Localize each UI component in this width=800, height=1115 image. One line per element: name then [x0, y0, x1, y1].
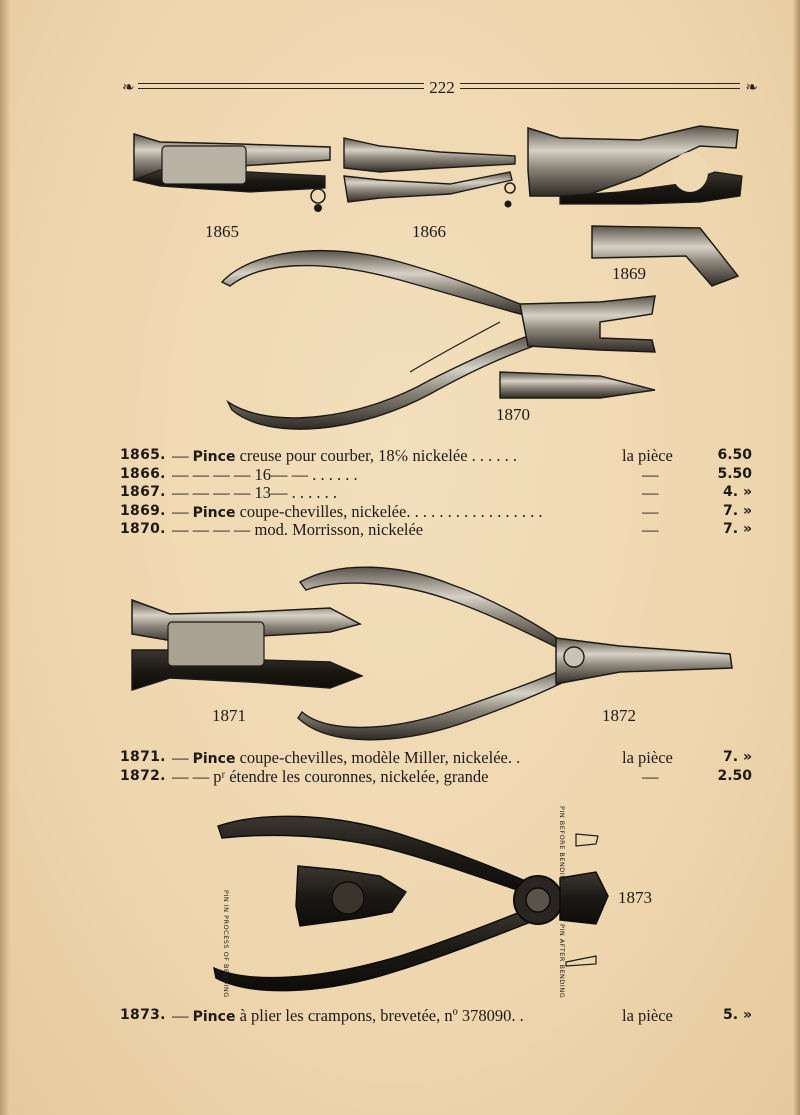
- ornament-left-icon: ❧: [122, 78, 135, 96]
- item-unit: —: [642, 464, 659, 484]
- fig-1872-pliers: [298, 567, 732, 740]
- item-number: 1870.: [120, 521, 166, 537]
- item-price: 6.50: [717, 447, 752, 463]
- item-price: 7. »: [723, 521, 752, 537]
- item-number: 1866.: [120, 465, 166, 482]
- catalog-entry: [120, 767, 752, 786]
- fig-caption-1872: 1872: [602, 706, 636, 725]
- catalog-group-1: [120, 446, 752, 539]
- page-number: 222: [429, 78, 455, 97]
- fig-caption-1865: 1865: [205, 222, 239, 241]
- item-description: — — — — 16— — . . . . . .: [172, 464, 358, 484]
- label-pin-in-process: PIN IN PROCESS OF BENDING: [222, 890, 230, 998]
- item-unit: —: [642, 766, 659, 786]
- item-price: 4. »: [723, 484, 752, 500]
- item-description: — Pince à plier les crampons, brevetée, nº 378090. .: [172, 1006, 524, 1025]
- item-number: 1865.: [120, 447, 166, 463]
- catalog-group-2: [120, 748, 752, 785]
- item-number: 1872.: [120, 767, 166, 784]
- item-unit: —: [642, 483, 659, 502]
- item-description: — — — — mod. Morrisson, nickelée: [172, 520, 424, 539]
- item-unit: —: [642, 501, 659, 521]
- catalog-entry: [120, 502, 752, 521]
- catalog-group-3: [120, 1006, 752, 1025]
- fig-1865-pliers: [134, 134, 330, 212]
- item-number: 1871.: [120, 749, 166, 765]
- item-description: — — — — 13— . . . . . .: [172, 483, 337, 502]
- fig-caption-1866: 1866: [412, 222, 446, 241]
- item-unit: la pièce: [622, 1006, 673, 1025]
- item-price: 7. »: [723, 502, 752, 519]
- catalog-entry: [120, 483, 752, 502]
- fig-1870-pliers: [222, 251, 655, 429]
- item-description: — — pʳ étendre les couronnes, nickelée, grande: [172, 766, 489, 786]
- catalog-entry: [120, 465, 752, 484]
- fig-1871-cutter: [132, 600, 362, 690]
- item-unit: la pièce: [622, 446, 673, 465]
- item-price: 5. »: [723, 1007, 752, 1023]
- label-pin-after: PIN AFTER BENDING: [558, 924, 566, 999]
- item-price: 5.50: [717, 465, 752, 482]
- item-unit: —: [642, 520, 659, 539]
- ornament-right-icon: ❧: [745, 78, 758, 96]
- fig-1866-pliers: [344, 138, 515, 208]
- fig-caption-1871: 1871: [212, 706, 246, 725]
- item-price: 2.50: [717, 767, 752, 784]
- item-number: 1869.: [120, 502, 166, 519]
- catalog-entry: [120, 1006, 752, 1025]
- fig-caption-1870: 1870: [496, 405, 530, 424]
- item-number: 1867.: [120, 484, 166, 500]
- fig-caption-1873: 1873: [618, 888, 652, 907]
- item-price: 7. »: [723, 749, 752, 765]
- item-description: — Pince creuse pour courber, 18℅ nickelée . . . . . .: [172, 446, 518, 465]
- fig-caption-1869: 1869: [612, 264, 646, 283]
- item-number: 1873.: [120, 1007, 166, 1023]
- catalog-entry: [120, 748, 752, 767]
- item-description: — Pince coupe-chevilles, modèle Miller, nickelée. .: [172, 748, 521, 767]
- fig-1867-cutter: [528, 126, 742, 204]
- fig-1873-pliers: [214, 816, 608, 990]
- item-unit: la pièce: [622, 748, 673, 767]
- label-pin-before: PIN BEFORE BENDING: [558, 806, 566, 887]
- catalog-entry: [120, 446, 752, 465]
- item-description: — Pince coupe-chevilles, nickelée. . . . . . . . . . . . . . . . .: [172, 501, 543, 521]
- catalog-entry: [120, 520, 752, 539]
